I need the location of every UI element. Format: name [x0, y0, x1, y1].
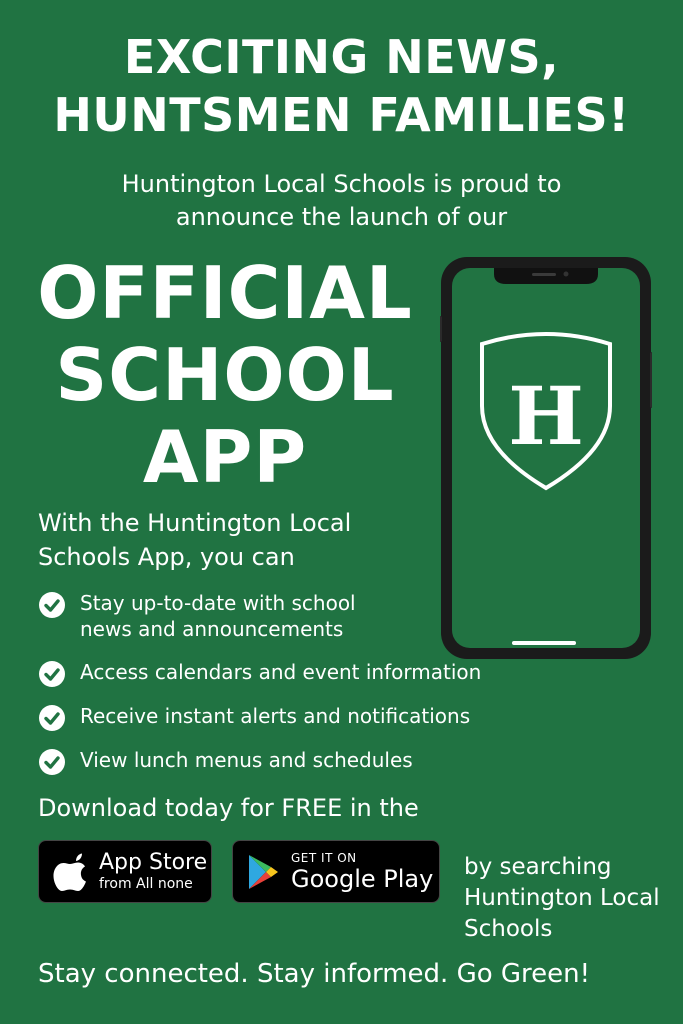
phone-camera [564, 272, 569, 277]
app-title-line-3: APP [142, 415, 308, 499]
headline-line-1: EXCITING NEWS, [123, 30, 560, 84]
app-store-texts [99, 851, 207, 893]
phone-power-button [650, 352, 652, 408]
phone-speaker [532, 273, 556, 276]
google-play-label: Google Play [291, 864, 434, 893]
search-line-1: by searching [464, 854, 612, 880]
search-instructions [464, 852, 679, 945]
app-store-button[interactable] [38, 840, 212, 903]
with-line-2: Schools App, you can [38, 543, 295, 571]
google-play-texts [291, 851, 433, 893]
app-store-label: App Store [99, 849, 208, 875]
app-store-sublabel: from All none [99, 875, 193, 892]
check-circle-icon [38, 748, 66, 776]
check-circle-icon [38, 660, 66, 688]
check-circle-icon [38, 704, 66, 732]
google-play-sublabel: GET IT ON [291, 850, 357, 865]
intro-text [0, 168, 683, 234]
google-play-button[interactable] [232, 840, 440, 903]
google-play-icon [247, 854, 279, 890]
feature-line: Stay up-to-date with school [80, 591, 356, 615]
intro-line-2: announce the launch of our [175, 203, 508, 231]
logo-letter: H [508, 369, 584, 463]
list-item [38, 747, 558, 776]
app-title-line-2: SCHOOL [55, 333, 395, 417]
list-item [38, 703, 558, 732]
feature-list [38, 590, 558, 791]
list-item [38, 590, 558, 642]
with-text [38, 506, 438, 574]
intro-line-1: Huntington Local Schools is proud to [121, 170, 562, 198]
headline [0, 28, 683, 144]
feature-line: news and announcements [80, 617, 344, 641]
phone-side-button [440, 316, 442, 342]
app-title [30, 252, 420, 498]
app-title-line-1: OFFICIAL [37, 251, 413, 335]
search-line-3: Schools [464, 916, 553, 942]
feature-text [80, 590, 356, 642]
feature-text: Receive instant alerts and notifications [80, 704, 471, 728]
apple-icon [53, 852, 87, 892]
with-line-1: With the Huntington Local [38, 509, 352, 537]
list-item [38, 659, 558, 688]
check-circle-icon [38, 591, 66, 619]
feature-text: View lunch menus and schedules [80, 748, 413, 772]
tagline: Stay connected. Stay informed. Go Green! [38, 959, 591, 989]
headline-line-2: HUNTSMEN FAMILIES! [53, 88, 630, 142]
download-text: Download today for FREE in the [38, 794, 419, 822]
search-line-2: Huntington Local [464, 885, 660, 911]
feature-text: Access calendars and event information [80, 660, 482, 684]
